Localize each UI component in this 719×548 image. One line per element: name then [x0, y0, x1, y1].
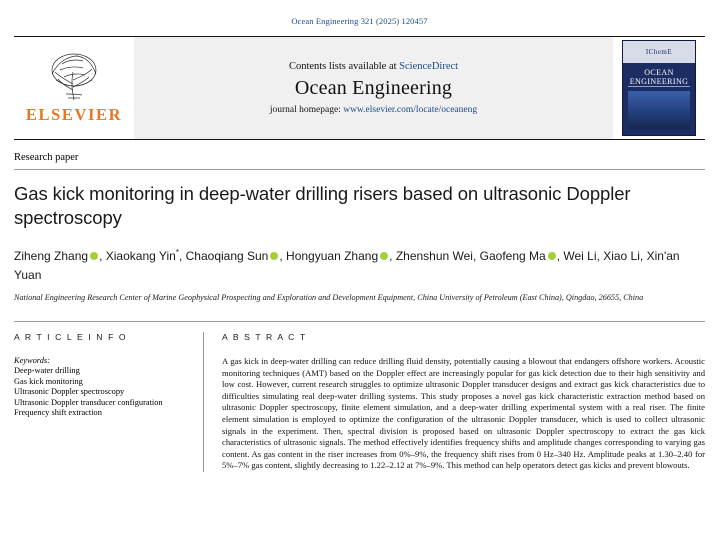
keyword-item: Gas kick monitoring — [14, 376, 83, 386]
author-0[interactable] — [14, 249, 102, 263]
author-4-name: Zhenshun Wei — [395, 249, 473, 263]
author-1-sep: , — [178, 249, 183, 263]
article-type: Research paper — [14, 152, 705, 170]
author-1[interactable] — [106, 249, 183, 263]
affiliation: National Engineering Research Center of Marine Geophysical Prospecting and Exploration and Development Equipment, China University of Petroleum (East China), Qingdao, 26655, China — [14, 293, 644, 302]
info-abstract-columns — [14, 321, 705, 472]
author-7[interactable] — [603, 249, 643, 263]
author-6[interactable] — [563, 249, 599, 263]
author-6-name: Wei Li — [563, 249, 597, 263]
keyword-item: Ultrasonic Doppler spectroscopy — [14, 387, 125, 397]
orcid-icon[interactable] — [90, 252, 98, 260]
author-2[interactable] — [186, 249, 283, 263]
author-3-sep: , — [389, 249, 393, 263]
author-1-name: Xiaokang Yin — [105, 249, 176, 263]
author-2-sep: , — [279, 249, 283, 263]
author-6-sep: , — [596, 249, 600, 263]
author-5[interactable] — [480, 249, 560, 263]
sciencedirect-link[interactable]: ScienceDirect — [399, 61, 459, 72]
author-3[interactable] — [286, 249, 392, 263]
orcid-icon[interactable] — [380, 252, 388, 260]
abstract-heading: A B S T R A C T — [222, 332, 307, 342]
contents-prefix: Contents lists available at — [288, 61, 397, 72]
author-7-name: Xiao Li — [603, 249, 640, 263]
abstract-text: A gas kick in deep-water drilling can reduce drilling fluid density, potentially causing a blowout that endangers offshore workers. Acoustic monitoring techniques (AMT) based on the Doppler effect are increasingly popular for gas kick detection due to their high sensitivity and low cost. However, current research struggles to optimize ultrasonic Doppler transducer designs and extract gas kick characteristics due to difficulties simulating real deep-water drilling systems. This study proposes a novel gas kick characteristic extraction method based on ultrasonic Doppler spectroscopy, finite element simulation, and a deep-water drilling experimental system with a real riser. The finite element simulation is employed to optimize the configuration of the ultrasonic Doppler transducer, which is used to collect ultrasonic signals in the experiment. Then, spectral division is proposed based on ultrasonic Doppler spectroscopy to extract the gas kick characteristics of ultrasonic signals. The method effectively identifies frequency shifts and amplitude changes corresponding to varying gas content. As gas content in the riser increases from 0%–9%, the frequency shift rises from 0 Hz–340 Hz. Amplitude peaks at 1.30–2.40 for 5%–7% gas content, slightly decreasing to 1.22–2.12 at 7%–9%. This method can help operators detect gas kicks and prevent blowouts. — [222, 356, 705, 471]
cover-top-band — [623, 41, 695, 63]
author-2-name: Chaoqiang Sun — [185, 249, 269, 263]
author-4-sep: , — [472, 249, 477, 263]
author-8-name: Xin'an Yuan — [14, 249, 680, 282]
journal-cover — [622, 40, 696, 136]
cover-title — [623, 68, 695, 86]
author-0-sep: , — [99, 249, 103, 263]
journal-masthead — [14, 36, 705, 140]
journal-cover-thumbnail — [613, 37, 705, 139]
masthead-center — [134, 37, 613, 139]
article-info-column — [14, 332, 204, 472]
keyword-item: Ultrasonic Doppler transducer configuration — [14, 397, 163, 407]
author-4[interactable] — [396, 249, 477, 263]
corresponding-author-marker: * — [175, 248, 179, 257]
cover-divider — [628, 86, 690, 87]
journal-homepage-link[interactable]: www.elsevier.com/locate/oceaneng — [343, 105, 478, 115]
page-title: Gas kick monitoring in deep-water drilling risers based on ultrasonic Doppler spectroscopy — [14, 183, 631, 228]
cover-image — [628, 91, 690, 129]
homepage-prefix: journal homepage: — [269, 105, 341, 115]
keyword-item: Deep-water drilling — [14, 366, 80, 375]
author-3-name: Hongyuan Zhang — [286, 249, 379, 263]
author-5-sep: , — [556, 249, 561, 263]
journal-title: Ocean Engineering — [294, 77, 453, 99]
author-7-sep: , — [639, 249, 644, 263]
running-head: Ocean Engineering 321 (2025) 120457 — [291, 16, 428, 26]
publisher-logo — [14, 37, 134, 139]
orcid-icon[interactable] — [270, 252, 278, 260]
contents-line — [289, 61, 458, 72]
author-list — [14, 243, 705, 285]
icheme-logo-icon: IChemE — [645, 48, 673, 56]
homepage-line — [270, 105, 477, 115]
keyword-item: Frequency shift extraction — [14, 408, 102, 418]
keywords-label: Keywords: — [14, 356, 50, 365]
elsevier-tree-icon — [42, 50, 106, 104]
author-0-name: Ziheng Zhang — [14, 249, 89, 263]
abstract-column — [204, 332, 705, 472]
article-info-heading: A R T I C L E I N F O — [14, 332, 128, 342]
author-5-name: Gaofeng Ma — [479, 249, 546, 263]
cover-title-line2: ENGINEERING — [629, 77, 689, 86]
orcid-icon[interactable] — [548, 252, 556, 260]
elsevier-wordmark: ELSEVIER — [25, 104, 123, 124]
cover-title-line1: OCEAN — [644, 68, 674, 77]
